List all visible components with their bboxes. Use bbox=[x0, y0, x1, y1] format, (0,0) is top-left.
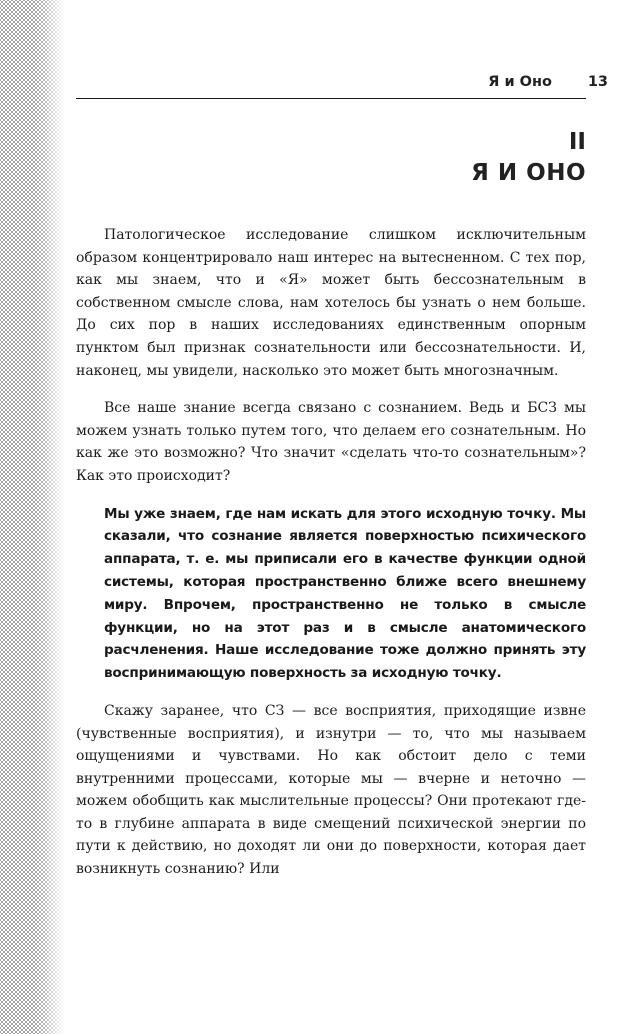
emphasized-paragraph: Мы уже знаем, где нам искать для этого исходную точку. Мы сказали, что сознание является поверхностью психического аппарата, т. е. мы приписали его в качестве функции одной системы, которая пространственно ближе всего внешнему миру. Впрочем, пространственно не только в смысле функции, но на этот раз и в смысле анатомического расчленения. Наше исследование тоже должно принять эту воспринимающую поверхность за исходную точку. bbox=[104, 505, 586, 682]
halftone-margin-strip bbox=[0, 0, 64, 1034]
paragraph: Патологическое исследование слишком исключительным образом концентрировало наш интерес на вытесненном. С тех пор, как мы знаем, что и «Я» может быть бессознательным в собственном смысле слова, нам хотелось бы узнать о нем больше. До сих пор в наших исследованиях единственным опорным пунктом был признак сознательности или бессознательности. И, наконец, мы увидели, насколько это может быть многозначным. bbox=[76, 227, 586, 379]
running-head bbox=[76, 74, 608, 96]
paragraph: Все наше знание всегда связано с сознанием. Ведь и БСЗ мы можем узнать только путем того, что делаем его сознательным. Но как же это возможно? Что значит «сделать что-то сознательным»? Как это происходит? bbox=[76, 400, 586, 484]
header-rule bbox=[76, 98, 586, 99]
running-head-title: Я и Оно bbox=[488, 74, 552, 90]
paragraph: Скажу заранее, что СЗ — все восприятия, приходящие извне (чувственные восприятия), и изнутри — то, что мы называем ощущениями и чувствами. Но как обстоит дело с теми внутренними процессами, которые мы — вчерне и неточно — можем обобщить как мыслительные процессы? Они протекают где-то в глубине аппарата в виде смещений психической энергии по пути к действию, но доходят ли они до поверхности, которая дает возникнуть сознанию? Или bbox=[76, 702, 586, 878]
page-number: 13 bbox=[587, 74, 608, 90]
chapter-number: II bbox=[568, 129, 586, 155]
chapter-title: Я И ОНО bbox=[471, 160, 586, 186]
chapter-heading bbox=[471, 126, 586, 188]
body-text bbox=[76, 224, 586, 896]
